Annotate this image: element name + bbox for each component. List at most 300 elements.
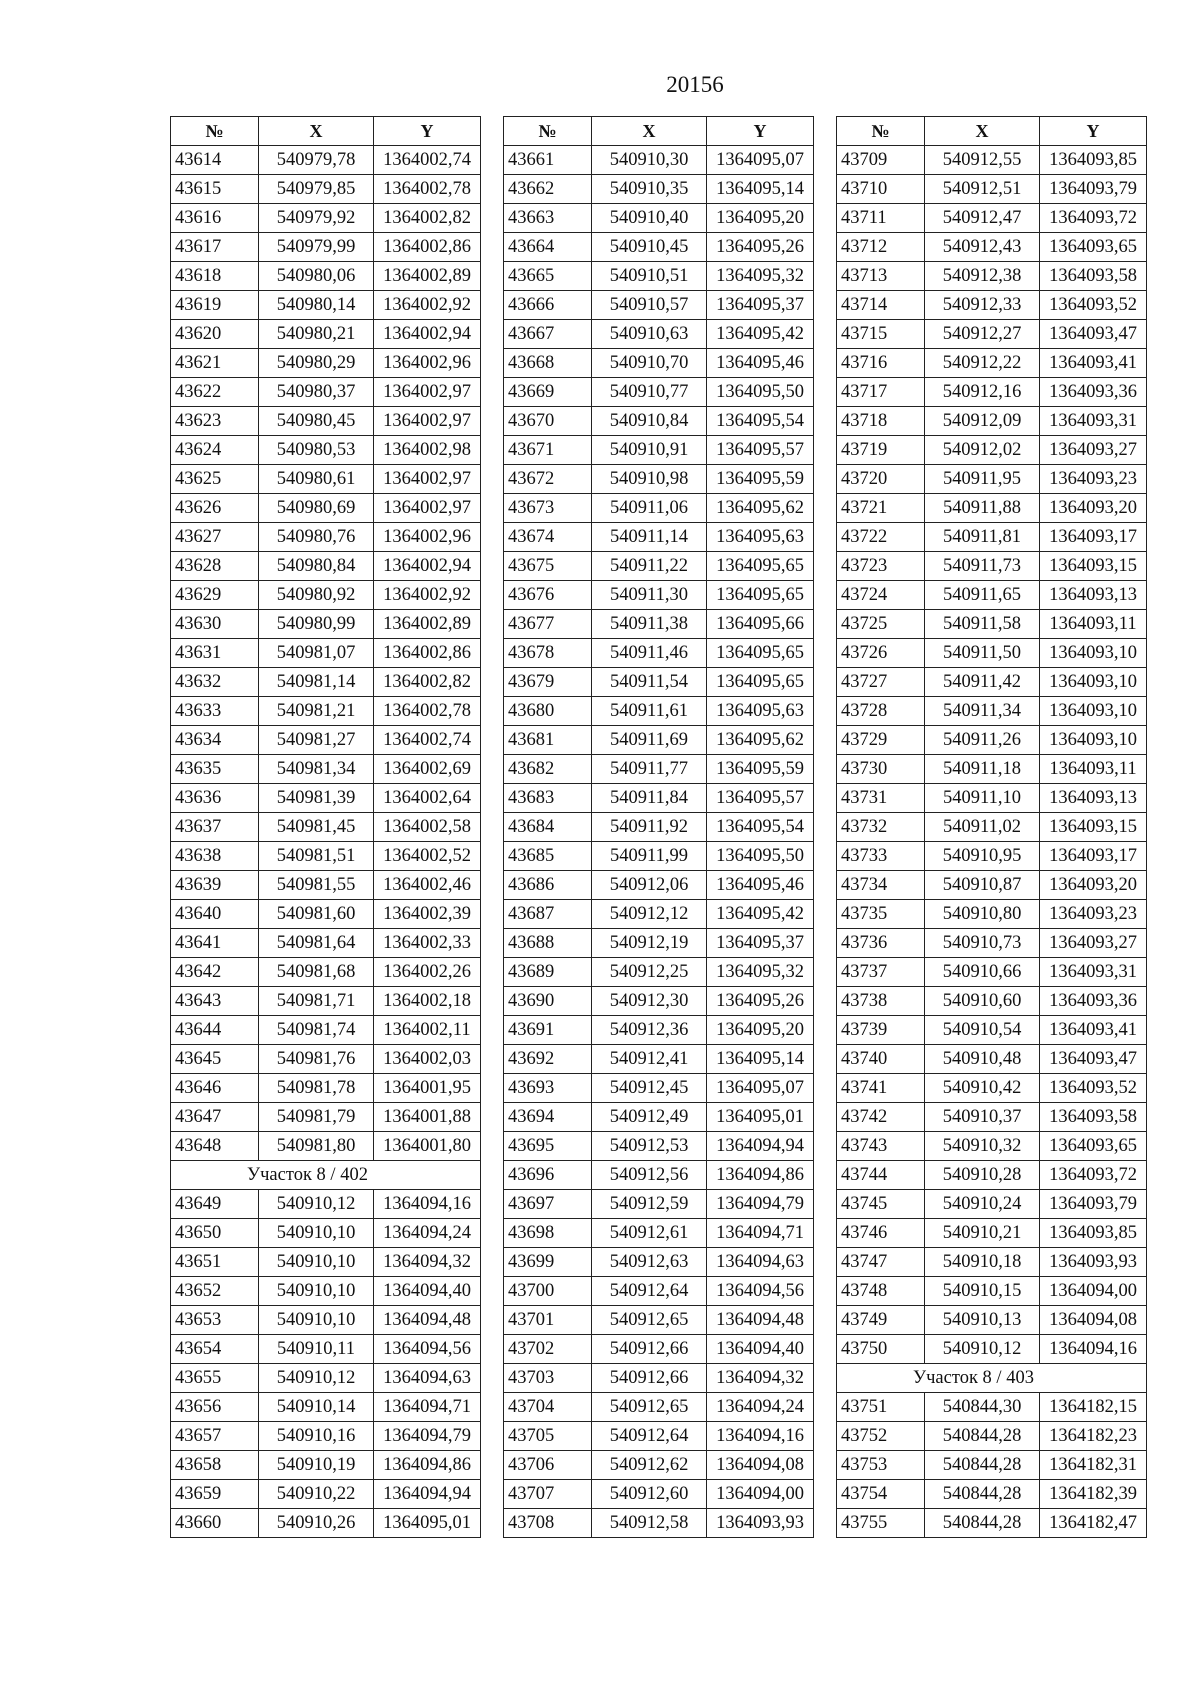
point-number-cell: 43717 — [837, 378, 925, 407]
point-number-cell: 43645 — [171, 1045, 259, 1074]
table-row — [504, 1219, 814, 1248]
table-row — [504, 465, 814, 494]
point-number-cell: 43753 — [837, 1451, 925, 1480]
y-coordinate-cell: 1364093,79 — [1040, 175, 1147, 204]
y-coordinate-cell: 1364093,36 — [1040, 987, 1147, 1016]
x-coordinate-cell: 540910,54 — [925, 1016, 1040, 1045]
x-coordinate-cell: 540980,14 — [259, 291, 374, 320]
x-coordinate-cell: 540980,92 — [259, 581, 374, 610]
y-coordinate-cell: 1364095,32 — [707, 958, 814, 987]
table-row — [171, 1306, 481, 1335]
y-coordinate-cell: 1364093,20 — [1040, 871, 1147, 900]
y-coordinate-cell: 1364093,13 — [1040, 581, 1147, 610]
point-number-cell: 43631 — [171, 639, 259, 668]
point-number-cell: 43750 — [837, 1335, 925, 1364]
y-coordinate-cell: 1364002,39 — [374, 900, 481, 929]
point-number-cell: 43684 — [504, 813, 592, 842]
table-row — [837, 320, 1147, 349]
x-coordinate-cell: 540910,48 — [925, 1045, 1040, 1074]
point-number-cell: 43695 — [504, 1132, 592, 1161]
table-row — [504, 1045, 814, 1074]
table-row — [171, 378, 481, 407]
point-number-cell: 43693 — [504, 1074, 592, 1103]
x-coordinate-cell: 540912,02 — [925, 436, 1040, 465]
y-coordinate-cell: 1364093,58 — [1040, 262, 1147, 291]
point-number-cell: 43702 — [504, 1335, 592, 1364]
table-row — [837, 1509, 1147, 1538]
table-row — [171, 958, 481, 987]
y-coordinate-cell: 1364002,69 — [374, 755, 481, 784]
table-row — [171, 1393, 481, 1422]
x-coordinate-cell: 540910,32 — [925, 1132, 1040, 1161]
y-coordinate-cell: 1364002,52 — [374, 842, 481, 871]
table-row — [837, 726, 1147, 755]
table-row — [837, 1306, 1147, 1335]
y-coordinate-cell: 1364093,11 — [1040, 755, 1147, 784]
table-row — [504, 204, 814, 233]
y-coordinate-cell: 1364093,47 — [1040, 1045, 1147, 1074]
x-coordinate-cell: 540912,62 — [592, 1451, 707, 1480]
y-coordinate-cell: 1364002,78 — [374, 697, 481, 726]
y-coordinate-cell: 1364094,79 — [707, 1190, 814, 1219]
table-row — [837, 1277, 1147, 1306]
y-coordinate-cell: 1364002,74 — [374, 726, 481, 755]
table-row — [837, 1335, 1147, 1364]
x-coordinate-cell: 540844,28 — [925, 1451, 1040, 1480]
table-row — [171, 697, 481, 726]
table-row — [837, 1074, 1147, 1103]
table-row — [837, 755, 1147, 784]
table-row — [504, 291, 814, 320]
x-coordinate-cell: 540912,53 — [592, 1132, 707, 1161]
point-number-cell: 43708 — [504, 1509, 592, 1538]
x-coordinate-cell: 540912,30 — [592, 987, 707, 1016]
x-coordinate-cell: 540980,69 — [259, 494, 374, 523]
x-coordinate-cell: 540979,99 — [259, 233, 374, 262]
point-number-cell: 43630 — [171, 610, 259, 639]
y-coordinate-cell: 1364002,58 — [374, 813, 481, 842]
header-number: № — [837, 117, 925, 146]
point-number-cell: 43661 — [504, 146, 592, 175]
table-row — [171, 1074, 481, 1103]
y-coordinate-cell: 1364094,56 — [374, 1335, 481, 1364]
y-coordinate-cell: 1364095,65 — [707, 639, 814, 668]
table-header-row — [837, 117, 1147, 146]
table-row — [504, 233, 814, 262]
point-number-cell: 43709 — [837, 146, 925, 175]
table-row — [504, 1364, 814, 1393]
x-coordinate-cell: 540910,10 — [259, 1248, 374, 1277]
x-coordinate-cell: 540981,34 — [259, 755, 374, 784]
y-coordinate-cell: 1364095,42 — [707, 320, 814, 349]
point-number-cell: 43673 — [504, 494, 592, 523]
point-number-cell: 43751 — [837, 1393, 925, 1422]
table-row — [504, 146, 814, 175]
y-coordinate-cell: 1364093,47 — [1040, 320, 1147, 349]
table-row — [171, 465, 481, 494]
x-coordinate-cell: 540910,95 — [925, 842, 1040, 871]
x-coordinate-cell: 540911,34 — [925, 697, 1040, 726]
x-coordinate-cell: 540912,64 — [592, 1277, 707, 1306]
y-coordinate-cell: 1364002,97 — [374, 407, 481, 436]
table-row — [171, 1364, 481, 1393]
point-number-cell: 43656 — [171, 1393, 259, 1422]
point-number-cell: 43743 — [837, 1132, 925, 1161]
table-row — [504, 1393, 814, 1422]
point-number-cell: 43719 — [837, 436, 925, 465]
y-coordinate-cell: 1364093,65 — [1040, 233, 1147, 262]
y-coordinate-cell: 1364095,26 — [707, 233, 814, 262]
point-number-cell: 43699 — [504, 1248, 592, 1277]
table-body — [171, 146, 481, 1538]
point-number-cell: 43647 — [171, 1103, 259, 1132]
x-coordinate-cell: 540981,51 — [259, 842, 374, 871]
table-row — [504, 320, 814, 349]
x-coordinate-cell: 540911,10 — [925, 784, 1040, 813]
point-number-cell: 43682 — [504, 755, 592, 784]
y-coordinate-cell: 1364095,62 — [707, 726, 814, 755]
x-coordinate-cell: 540910,70 — [592, 349, 707, 378]
point-number-cell: 43653 — [171, 1306, 259, 1335]
point-number-cell: 43744 — [837, 1161, 925, 1190]
table-row — [837, 523, 1147, 552]
y-coordinate-cell: 1364182,47 — [1040, 1509, 1147, 1538]
table-row — [837, 581, 1147, 610]
point-number-cell: 43696 — [504, 1161, 592, 1190]
table-row — [171, 1132, 481, 1161]
section-row — [171, 1161, 481, 1190]
header-x: X — [592, 117, 707, 146]
point-number-cell: 43625 — [171, 465, 259, 494]
point-number-cell: 43665 — [504, 262, 592, 291]
x-coordinate-cell: 540980,61 — [259, 465, 374, 494]
table-row — [171, 1190, 481, 1219]
table-row — [504, 1016, 814, 1045]
point-number-cell: 43618 — [171, 262, 259, 291]
table-row — [504, 639, 814, 668]
point-number-cell: 43642 — [171, 958, 259, 987]
point-number-cell: 43741 — [837, 1074, 925, 1103]
y-coordinate-cell: 1364095,57 — [707, 436, 814, 465]
table-row — [171, 523, 481, 552]
y-coordinate-cell: 1364002,89 — [374, 262, 481, 291]
point-number-cell: 43617 — [171, 233, 259, 262]
x-coordinate-cell: 540981,78 — [259, 1074, 374, 1103]
x-coordinate-cell: 540980,21 — [259, 320, 374, 349]
page-number: 20156 — [666, 72, 724, 97]
table-row — [171, 871, 481, 900]
y-coordinate-cell: 1364002,74 — [374, 146, 481, 175]
y-coordinate-cell: 1364094,94 — [374, 1480, 481, 1509]
table-row — [171, 1277, 481, 1306]
table-row — [504, 1277, 814, 1306]
x-coordinate-cell: 540912,12 — [592, 900, 707, 929]
y-coordinate-cell: 1364094,16 — [1040, 1335, 1147, 1364]
y-coordinate-cell: 1364093,52 — [1040, 1074, 1147, 1103]
x-coordinate-cell: 540911,46 — [592, 639, 707, 668]
point-number-cell: 43652 — [171, 1277, 259, 1306]
y-coordinate-cell: 1364093,23 — [1040, 900, 1147, 929]
table-row — [504, 407, 814, 436]
x-coordinate-cell: 540911,95 — [925, 465, 1040, 494]
point-number-cell: 43690 — [504, 987, 592, 1016]
x-coordinate-cell: 540911,69 — [592, 726, 707, 755]
point-number-cell: 43718 — [837, 407, 925, 436]
point-number-cell: 43711 — [837, 204, 925, 233]
x-coordinate-cell: 540912,64 — [592, 1422, 707, 1451]
y-coordinate-cell: 1364093,79 — [1040, 1190, 1147, 1219]
y-coordinate-cell: 1364002,98 — [374, 436, 481, 465]
point-number-cell: 43658 — [171, 1451, 259, 1480]
y-coordinate-cell: 1364094,24 — [707, 1393, 814, 1422]
point-number-cell: 43691 — [504, 1016, 592, 1045]
y-coordinate-cell: 1364095,46 — [707, 349, 814, 378]
x-coordinate-cell: 540912,65 — [592, 1306, 707, 1335]
x-coordinate-cell: 540911,30 — [592, 581, 707, 610]
x-coordinate-cell: 540911,38 — [592, 610, 707, 639]
point-number-cell: 43721 — [837, 494, 925, 523]
point-number-cell: 43668 — [504, 349, 592, 378]
point-number-cell: 43639 — [171, 871, 259, 900]
x-coordinate-cell: 540910,11 — [259, 1335, 374, 1364]
point-number-cell: 43703 — [504, 1364, 592, 1393]
y-coordinate-cell: 1364002,97 — [374, 378, 481, 407]
point-number-cell: 43640 — [171, 900, 259, 929]
y-coordinate-cell: 1364095,32 — [707, 262, 814, 291]
point-number-cell: 43692 — [504, 1045, 592, 1074]
point-number-cell: 43729 — [837, 726, 925, 755]
x-coordinate-cell: 540981,68 — [259, 958, 374, 987]
table-row — [837, 668, 1147, 697]
y-coordinate-cell: 1364093,10 — [1040, 697, 1147, 726]
point-number-cell: 43648 — [171, 1132, 259, 1161]
table-row — [171, 610, 481, 639]
y-coordinate-cell: 1364002,46 — [374, 871, 481, 900]
y-coordinate-cell: 1364094,08 — [1040, 1306, 1147, 1335]
point-number-cell: 43615 — [171, 175, 259, 204]
table-row — [504, 378, 814, 407]
y-coordinate-cell: 1364095,65 — [707, 668, 814, 697]
point-number-cell: 43620 — [171, 320, 259, 349]
x-coordinate-cell: 540910,35 — [592, 175, 707, 204]
table-row — [171, 233, 481, 262]
y-coordinate-cell: 1364002,96 — [374, 349, 481, 378]
table-row — [837, 378, 1147, 407]
y-coordinate-cell: 1364002,64 — [374, 784, 481, 813]
point-number-cell: 43651 — [171, 1248, 259, 1277]
y-coordinate-cell: 1364095,54 — [707, 407, 814, 436]
table-row — [837, 349, 1147, 378]
x-coordinate-cell: 540910,15 — [925, 1277, 1040, 1306]
point-number-cell: 43727 — [837, 668, 925, 697]
point-number-cell: 43628 — [171, 552, 259, 581]
x-coordinate-cell: 540979,78 — [259, 146, 374, 175]
section-label: Участок 8 / 403 — [837, 1364, 1147, 1393]
point-number-cell: 43670 — [504, 407, 592, 436]
x-coordinate-cell: 540981,21 — [259, 697, 374, 726]
point-number-cell: 43635 — [171, 755, 259, 784]
table-row — [837, 1103, 1147, 1132]
y-coordinate-cell: 1364094,16 — [374, 1190, 481, 1219]
table-row — [504, 581, 814, 610]
table-row — [837, 465, 1147, 494]
x-coordinate-cell: 540911,02 — [925, 813, 1040, 842]
y-coordinate-cell: 1364093,85 — [1040, 146, 1147, 175]
y-coordinate-cell: 1364095,66 — [707, 610, 814, 639]
point-number-cell: 43710 — [837, 175, 925, 204]
table-row — [504, 494, 814, 523]
y-coordinate-cell: 1364095,50 — [707, 842, 814, 871]
table-row — [171, 639, 481, 668]
table-row — [837, 900, 1147, 929]
header-y: Y — [1040, 117, 1147, 146]
table-row — [504, 1422, 814, 1451]
x-coordinate-cell: 540911,73 — [925, 552, 1040, 581]
x-coordinate-cell: 540980,76 — [259, 523, 374, 552]
table-row — [504, 726, 814, 755]
table-row — [504, 1335, 814, 1364]
table-body — [837, 146, 1147, 1538]
table-row — [171, 552, 481, 581]
y-coordinate-cell: 1364093,20 — [1040, 494, 1147, 523]
x-coordinate-cell: 540911,77 — [592, 755, 707, 784]
x-coordinate-cell: 540910,63 — [592, 320, 707, 349]
point-number-cell: 43737 — [837, 958, 925, 987]
x-coordinate-cell: 540912,60 — [592, 1480, 707, 1509]
point-number-cell: 43746 — [837, 1219, 925, 1248]
table-row — [504, 1161, 814, 1190]
point-number-cell: 43643 — [171, 987, 259, 1016]
y-coordinate-cell: 1364093,13 — [1040, 784, 1147, 813]
point-number-cell: 43679 — [504, 668, 592, 697]
point-number-cell: 43681 — [504, 726, 592, 755]
y-coordinate-cell: 1364095,42 — [707, 900, 814, 929]
table-row — [171, 291, 481, 320]
point-number-cell: 43646 — [171, 1074, 259, 1103]
x-coordinate-cell: 540910,21 — [925, 1219, 1040, 1248]
point-number-cell: 43725 — [837, 610, 925, 639]
y-coordinate-cell: 1364093,52 — [1040, 291, 1147, 320]
coordinate-table-3 — [836, 116, 1147, 1538]
table-row — [837, 813, 1147, 842]
table-row — [837, 233, 1147, 262]
x-coordinate-cell: 540981,76 — [259, 1045, 374, 1074]
y-coordinate-cell: 1364095,57 — [707, 784, 814, 813]
y-coordinate-cell: 1364182,15 — [1040, 1393, 1147, 1422]
table-row — [504, 1509, 814, 1538]
point-number-cell: 43731 — [837, 784, 925, 813]
x-coordinate-cell: 540910,91 — [592, 436, 707, 465]
table-row — [837, 1451, 1147, 1480]
y-coordinate-cell: 1364095,01 — [707, 1103, 814, 1132]
x-coordinate-cell: 540912,65 — [592, 1393, 707, 1422]
table-row — [504, 871, 814, 900]
table-row — [837, 871, 1147, 900]
point-number-cell: 43622 — [171, 378, 259, 407]
table-row — [504, 958, 814, 987]
x-coordinate-cell: 540912,27 — [925, 320, 1040, 349]
point-number-cell: 43726 — [837, 639, 925, 668]
y-coordinate-cell: 1364095,50 — [707, 378, 814, 407]
table-row — [504, 175, 814, 204]
point-number-cell: 43677 — [504, 610, 592, 639]
x-coordinate-cell: 540910,80 — [925, 900, 1040, 929]
table-row — [504, 1103, 814, 1132]
table-row — [504, 697, 814, 726]
table-row — [837, 262, 1147, 291]
x-coordinate-cell: 540912,56 — [592, 1161, 707, 1190]
point-number-cell: 43749 — [837, 1306, 925, 1335]
x-coordinate-cell: 540912,66 — [592, 1335, 707, 1364]
table-row — [837, 1248, 1147, 1277]
y-coordinate-cell: 1364093,10 — [1040, 726, 1147, 755]
y-coordinate-cell: 1364093,58 — [1040, 1103, 1147, 1132]
table-row — [837, 407, 1147, 436]
x-coordinate-cell: 540911,92 — [592, 813, 707, 842]
x-coordinate-cell: 540980,99 — [259, 610, 374, 639]
y-coordinate-cell: 1364093,93 — [707, 1509, 814, 1538]
y-coordinate-cell: 1364093,41 — [1040, 1016, 1147, 1045]
y-coordinate-cell: 1364094,56 — [707, 1277, 814, 1306]
y-coordinate-cell: 1364093,10 — [1040, 668, 1147, 697]
y-coordinate-cell: 1364095,14 — [707, 1045, 814, 1074]
x-coordinate-cell: 540910,37 — [925, 1103, 1040, 1132]
y-coordinate-cell: 1364095,46 — [707, 871, 814, 900]
x-coordinate-cell: 540844,28 — [925, 1509, 1040, 1538]
point-number-cell: 43745 — [837, 1190, 925, 1219]
point-number-cell: 43687 — [504, 900, 592, 929]
table-row — [837, 552, 1147, 581]
x-coordinate-cell: 540981,80 — [259, 1132, 374, 1161]
x-coordinate-cell: 540911,18 — [925, 755, 1040, 784]
y-coordinate-cell: 1364093,11 — [1040, 610, 1147, 639]
table-row — [504, 1248, 814, 1277]
table-row — [171, 320, 481, 349]
x-coordinate-cell: 540980,45 — [259, 407, 374, 436]
table-row — [504, 929, 814, 958]
y-coordinate-cell: 1364002,92 — [374, 581, 481, 610]
point-number-cell: 43747 — [837, 1248, 925, 1277]
table-row — [171, 813, 481, 842]
point-number-cell: 43734 — [837, 871, 925, 900]
point-number-cell: 43650 — [171, 1219, 259, 1248]
point-number-cell: 43667 — [504, 320, 592, 349]
y-coordinate-cell: 1364093,27 — [1040, 436, 1147, 465]
y-coordinate-cell: 1364093,41 — [1040, 349, 1147, 378]
table-row — [171, 668, 481, 697]
table-row — [171, 1016, 481, 1045]
x-coordinate-cell: 540910,12 — [259, 1190, 374, 1219]
y-coordinate-cell: 1364093,10 — [1040, 639, 1147, 668]
y-coordinate-cell: 1364002,89 — [374, 610, 481, 639]
y-coordinate-cell: 1364002,03 — [374, 1045, 481, 1074]
table-row — [504, 784, 814, 813]
y-coordinate-cell: 1364095,37 — [707, 291, 814, 320]
y-coordinate-cell: 1364094,86 — [374, 1451, 481, 1480]
y-coordinate-cell: 1364001,80 — [374, 1132, 481, 1161]
point-number-cell: 43728 — [837, 697, 925, 726]
x-coordinate-cell: 540912,59 — [592, 1190, 707, 1219]
y-coordinate-cell: 1364095,14 — [707, 175, 814, 204]
table-row — [504, 987, 814, 1016]
y-coordinate-cell: 1364095,20 — [707, 204, 814, 233]
point-number-cell: 43654 — [171, 1335, 259, 1364]
table-row — [504, 1074, 814, 1103]
y-coordinate-cell: 1364095,37 — [707, 929, 814, 958]
point-number-cell: 43663 — [504, 204, 592, 233]
table-row — [171, 1103, 481, 1132]
point-number-cell: 43700 — [504, 1277, 592, 1306]
